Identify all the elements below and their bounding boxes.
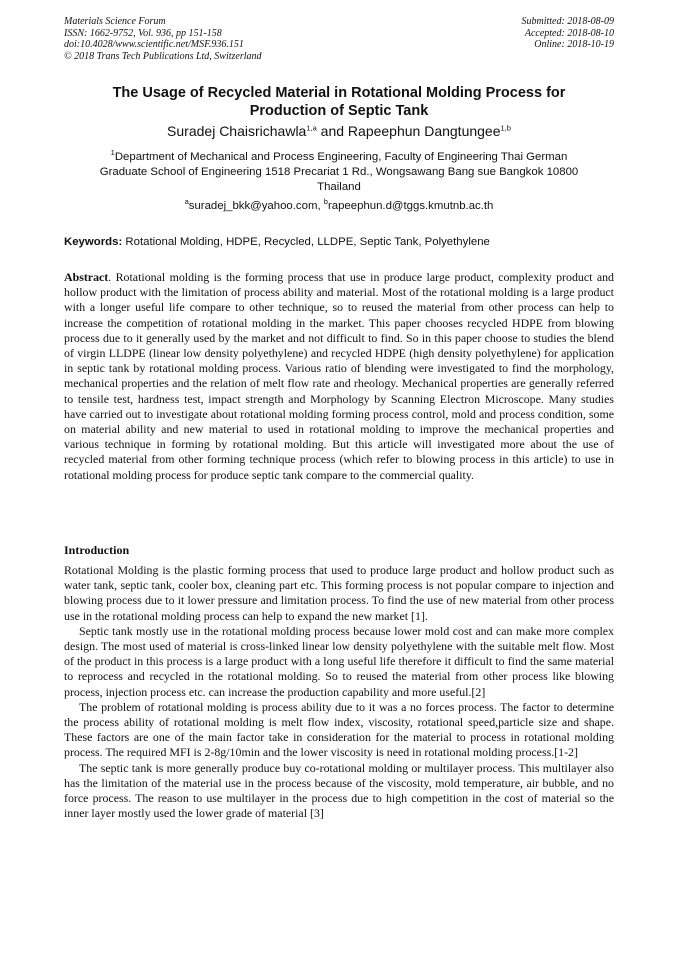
author-emails [64, 199, 614, 214]
journal-name: Materials Science Forum [64, 16, 166, 27]
introduction-heading: Introduction [64, 543, 130, 557]
keywords [64, 235, 614, 249]
author-2-superscript: 1,b [500, 123, 511, 133]
introduction-body [64, 563, 614, 821]
intro-paragraph-2: Septic tank mostly use in the rotational molding process because lower mold cost and can make more complex design. The most used of material is cross-linked linear low density polyethylene with the suitable melt flow. Most of the product in this process is a large product with a long useful life therefore it difficult to find the same material to reprocess and recycled in the rotational molding. So to reused the material from other process like blowing process, injection process etc. can increase the production capability and more useful.[2] [64, 623, 614, 699]
affiliation-line-1: $^1$Department of Mechanical and Process Engineering, Faculty of Engineering Thai German [110, 148, 568, 163]
abstract-text: . Rotational molding is the forming process that use in produce large product, complexity product and hollow product with the limitation of process ability and material. Most of the rotational molding is a large product with a longer useful life compare to other technique, so to reused the material from other process can help to increase the competition of rotational molding in the market. This paper chooses recycled HDPE from blowing process due to it generally used by the market and not difficult to find. So in this paper choose to studies the blend of virgin LLDPE (linear low density polyethylene) and recycled HDPE (high density polyethylene) for application in septic tank by rotational molding process. Various ratio of blending were investigated to find the morphology, mechanical properties and the relation of melt flow rate and rheology. Mechanical properties are generally referred to tensile test, hardness test, impact strength and Morphology by Scanning Electron Microscope. Many studies have carried out to investigate about rotational molding forming process control, mold and process condition, some on material ability and new material to used in rotational molding to improve the mechanical properties and various technique in forming by rotational molding. But this article will investigated more about the use of recycled material from other forming technique process (which refer to blowing process in this article) to use in rotational molding process for produce septic tank compare to the commercial quality. [64, 270, 614, 482]
intro-paragraph-1: Rotational Molding is the plastic forming process that used to produce large product and hollow product such as water tank, septic tank, cooler box, cleaning part etc. This forming process is not popular compare to injection and blowing process due to it lower pressure and limitation process. To find the use of new material from other process use in the rotational molding process can help to expand the new market [1]. [64, 563, 614, 623]
title-line-1: The Usage of Recycled Material in Rotational Molding Process for [112, 85, 566, 101]
accepted-date: Accepted: 2018-08-10 [524, 27, 614, 39]
affiliation-superscript: 1 [110, 148, 115, 158]
online-date: Online: 2018-10-19 [534, 39, 614, 50]
title-line-2: Production of Septic Tank [249, 103, 429, 119]
email-a-superscript: a [184, 197, 189, 207]
affiliation-line-2: Graduate School of Engineering 1518 Precariat 1 Rd., Wongsawang Bang sue Bangkok 10800 [99, 166, 579, 178]
affiliation [64, 150, 614, 195]
author-1-superscript: 1,a [306, 123, 317, 133]
keywords-text: Rotational Molding, HDPE, Recycled, LLDPE, Septic Tank, Polyethylene [122, 236, 490, 248]
doi-line: doi:10.4028/www.scientific.net/MSF.936.151 [64, 39, 244, 50]
email-b[interactable]: rapeephun.d@tggs.kmutnb.ac.th [327, 200, 494, 212]
copyright-line: © 2018 Trans Tech Publications Ltd, Switzerland [64, 50, 262, 62]
abstract [64, 270, 614, 483]
author-1: Suradej Chaisrichawla [167, 123, 307, 139]
affiliation-line-3: Thailand [317, 181, 361, 193]
intro-paragraph-3: The problem of rotational molding is process ability due to it was a no forces process. The factor to determine the process ability of rotational molding is melt flow index, viscosity, rotational speed,particle size and shape. These factors are one of the main factor take in consideration for the material to process in rotational molding process. The required MFI is 2-8g/10min and the lower viscosity is need in rotational molding process.[1-2] [64, 699, 614, 760]
keywords-label: Keywords: [64, 236, 123, 248]
author-2: Rapeephun Dangtungee [347, 123, 501, 139]
journal-info [64, 16, 262, 62]
author-conjunction: and [316, 123, 348, 139]
paper-title [64, 84, 614, 120]
submitted-date: Submitted: 2018-08-09 [521, 16, 614, 27]
issn-line: ISSN: 1662-9752, Vol. 936, pp 151-158 [64, 27, 222, 39]
email-a[interactable]: suradej_bkk@yahoo.com, [188, 200, 324, 212]
author-list [64, 122, 614, 140]
intro-paragraph-4: The septic tank is more generally produce buy co-rotational molding or multilayer process. This multilayer also has the limitation of the material use in the process because of the viscosity, mold temperature, air bubble, and no force process. The reason to use multilayer in the process due to high competition in the cost of material so the inner layer mostly used the lower grade of material [3] [64, 760, 614, 821]
email-b-superscript: b [323, 197, 328, 207]
abstract-label: Abstract [64, 270, 109, 284]
publication-dates [522, 16, 615, 51]
